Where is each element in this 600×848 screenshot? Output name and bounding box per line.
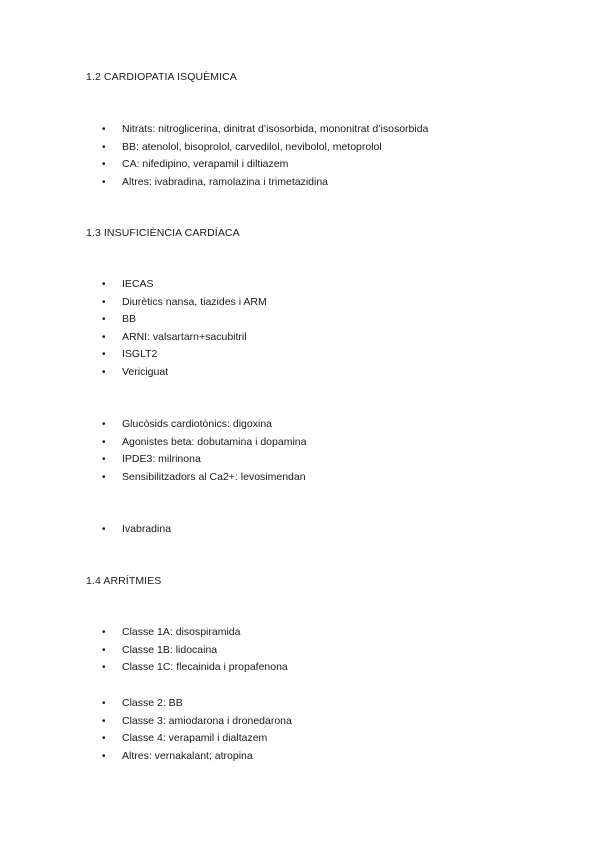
bullet-icon: •: [102, 715, 106, 727]
list-item-text: Glucòsids cardiotònics: digoxina: [122, 418, 272, 430]
list-item-text: Classe 3: amiodarona i dronedarona: [122, 714, 292, 727]
list-item: [0, 659, 288, 677]
list-item-text: ISGLT2: [122, 348, 158, 361]
bullet-list-arritmies-1: [0, 624, 288, 677]
list-item: [0, 276, 267, 294]
bullet-icon: •: [102, 176, 106, 188]
list-item: [0, 713, 292, 731]
bullet-icon: •: [102, 419, 106, 430]
section-heading-insuficiencia: 1.3 INSUFICIÈNCIA CARDÍACA: [86, 227, 240, 239]
bullet-icon: •: [102, 141, 106, 153]
bullet-icon: •: [102, 331, 106, 343]
list-item-text: Altres: vernakalant; atropina: [122, 749, 253, 762]
list-item: [0, 329, 267, 347]
list-item: [0, 174, 428, 192]
list-item: [0, 121, 428, 139]
list-item-text: Classe 2: BB: [122, 697, 183, 709]
section-heading-arritmies: 1.4 ARRÍTMIES: [86, 575, 162, 587]
list-item-text: Sensibilitzadors al Ca2+: levosimendan: [122, 470, 306, 483]
list-item-text: ARNI: valsartarn+sacubitril: [122, 330, 247, 343]
list-item: [0, 346, 267, 364]
list-item-text: Agonistes beta: dobutamina i dopamina: [122, 435, 307, 448]
bullet-icon: •: [102, 366, 106, 378]
list-item-text: BB: [122, 313, 137, 326]
list-item-text: Diurètics nansa, tiazides i ARM: [122, 295, 267, 308]
list-item: [0, 642, 288, 660]
list-item: [0, 469, 306, 487]
list-item-text: Altres: ivabradina, ramolazina i trimetazidina: [122, 175, 329, 188]
list-item: [0, 451, 306, 469]
bullet-icon: •: [102, 454, 106, 466]
list-item: [0, 730, 292, 748]
bullet-icon: •: [102, 436, 106, 448]
list-item: [0, 416, 306, 434]
bullet-icon: •: [102, 524, 106, 535]
bullet-list-insuficiencia-2: [0, 416, 306, 486]
bullet-icon: •: [102, 750, 106, 762]
bullet-icon: •: [102, 124, 106, 135]
list-item-text: Vericiguat: [122, 365, 169, 378]
list-item-text: Nitrats: nitroglicerina, dinitrat d’isosorbida, mononitrat d’isosorbida: [122, 123, 429, 135]
bullet-icon: •: [102, 627, 106, 638]
list-item-text: Classe 4: verapamil i dialtazem: [122, 732, 268, 745]
list-item-text: Classe 1B: lidocaina: [122, 643, 218, 656]
list-item: [0, 695, 292, 713]
list-item-text: CA: nifedipino, verapamil i diltiazem: [122, 158, 289, 171]
list-item-text: IECAS: [122, 278, 154, 290]
list-item: [0, 311, 267, 329]
list-item-text: Classe 1A: disospiramida: [122, 626, 241, 638]
list-item: [0, 748, 292, 766]
bullet-list-arritmies-2: [0, 695, 292, 765]
list-item-text: Classe 1C: flecainida i propafenona: [122, 661, 288, 674]
bullet-list-insuficiencia-1: [0, 276, 267, 382]
list-item-text: BB: atenolol, bisoprolol, carvedilol, nevibolol, metoprolol: [122, 140, 382, 153]
list-item-text: Ivabradina: [122, 523, 172, 535]
bullet-icon: •: [102, 471, 106, 483]
bullet-list-insuficiencia-3: [0, 521, 171, 539]
list-item: [0, 624, 288, 642]
bullet-icon: •: [102, 314, 106, 326]
list-item-text: IPDE3: milrinona: [122, 453, 201, 466]
bullet-icon: •: [102, 159, 106, 171]
section-heading-cardiopatia: 1.2 CARDIOPATIA ISQUÈMICA: [86, 71, 237, 83]
bullet-icon: •: [102, 296, 106, 308]
bullet-icon: •: [102, 349, 106, 361]
list-item: [0, 294, 267, 312]
list-item: [0, 521, 171, 539]
list-item: [0, 156, 428, 174]
bullet-icon: •: [102, 733, 106, 745]
list-item: [0, 139, 428, 157]
list-item: [0, 364, 267, 382]
bullet-list-cardiopatia: [0, 121, 428, 191]
bullet-icon: •: [102, 662, 106, 674]
bullet-icon: •: [102, 644, 106, 656]
bullet-icon: •: [102, 279, 106, 290]
list-item: [0, 434, 306, 452]
bullet-icon: •: [102, 698, 106, 709]
